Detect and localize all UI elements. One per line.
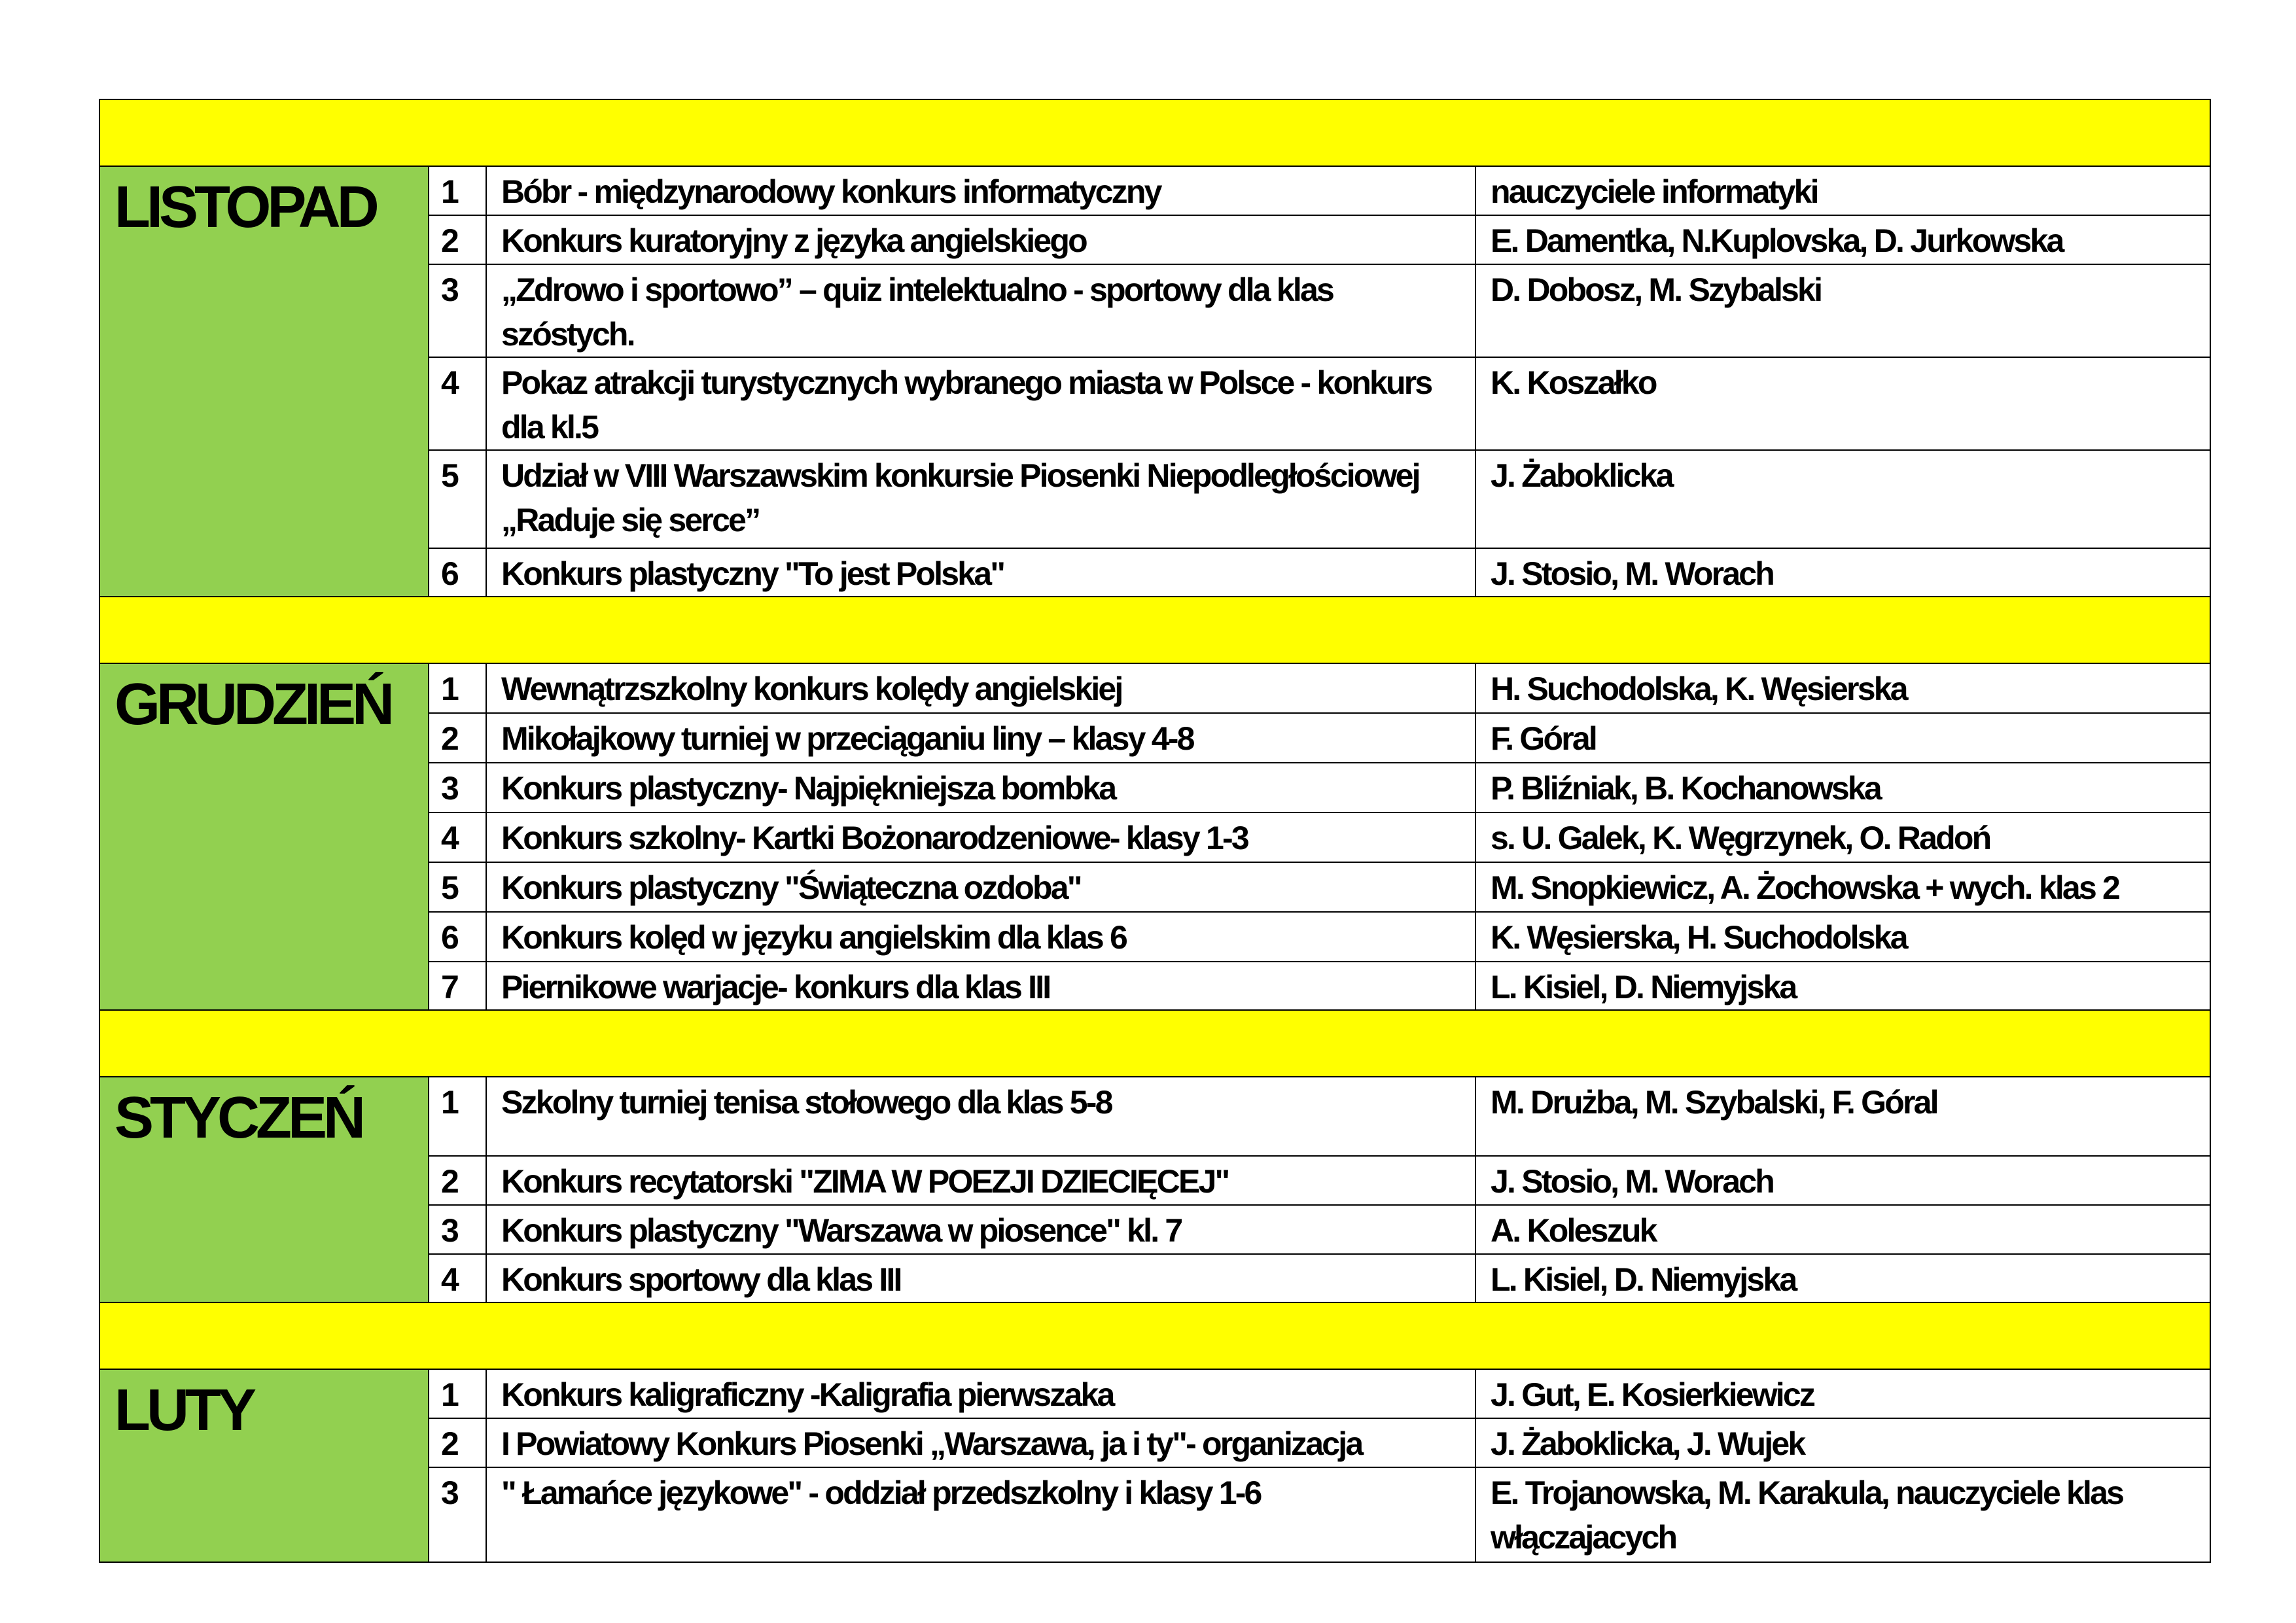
yellow-separator-row — [99, 597, 2210, 663]
event-name: Konkurs sportowy dla klas III — [486, 1254, 1475, 1302]
event-name: Bóbr - międzynarodowy konkurs informatyczny — [486, 166, 1475, 215]
row-number: 2 — [429, 215, 486, 264]
event-name: Szkolny turniej tenisa stołowego dla klas 5-8 — [486, 1077, 1475, 1156]
responsible-persons: L. Kisiel, D. Niemyjska — [1475, 962, 2210, 1010]
event-name: " Łamańce językowe" - oddział przedszkolny i klasy 1-6 — [486, 1467, 1475, 1562]
row-number: 1 — [429, 663, 486, 713]
responsible-persons: K. Węsierska, H. Suchodolska — [1475, 912, 2210, 962]
responsible-persons: P. Bliźniak, B. Kochanowska — [1475, 763, 2210, 812]
row-number: 3 — [429, 1205, 486, 1254]
month-name: LISTOPAD — [99, 166, 429, 597]
responsible-persons: J. Gut, E. Kosierkiewicz — [1475, 1369, 2210, 1418]
row-number: 3 — [429, 763, 486, 812]
row-number: 4 — [429, 357, 486, 450]
yellow-separator-row — [99, 1010, 2210, 1077]
event-name: Udział w VIII Warszawskim konkursie Piosenki Niepodległościowej „Raduje się serce” — [486, 450, 1475, 548]
row-number: 2 — [429, 1156, 486, 1205]
row-number: 3 — [429, 264, 486, 357]
row-number: 7 — [429, 962, 486, 1010]
table-row — [99, 1077, 2210, 1156]
event-name: Piernikowe warjacje- konkurs dla klas III — [486, 962, 1475, 1010]
event-name: „Zdrowo i sportowo” – quiz intelektualno - sportowy dla klas szóstych. — [486, 264, 1475, 357]
yellow-separator-row — [99, 99, 2210, 166]
responsible-persons: A. Koleszuk — [1475, 1205, 2210, 1254]
responsible-persons: J. Żaboklicka — [1475, 450, 2210, 548]
event-name: Konkurs szkolny- Kartki Bożonarodzeniowe- klasy 1-3 — [486, 812, 1475, 862]
row-number: 6 — [429, 548, 486, 597]
row-number: 1 — [429, 166, 486, 215]
row-number: 4 — [429, 812, 486, 862]
row-number: 5 — [429, 450, 486, 548]
responsible-persons: nauczyciele informatyki — [1475, 166, 2210, 215]
competition-schedule-table — [99, 99, 2211, 1563]
yellow-separator-row — [99, 1302, 2210, 1369]
yellow-separator — [99, 1302, 2210, 1369]
month-name: GRUDZIEŃ — [99, 663, 429, 1010]
event-name: Konkurs recytatorski "ZIMA W POEZJI DZIECIĘCEJ" — [486, 1156, 1475, 1205]
event-name: Pokaz atrakcji turystycznych wybranego miasta w Polsce - konkurs dla kl.5 — [486, 357, 1475, 450]
event-name: Konkurs kaligraficzny -Kaligrafia pierwszaka — [486, 1369, 1475, 1418]
event-name: Konkurs kuratoryjny z języka angielskiego — [486, 215, 1475, 264]
event-name: Konkurs plastyczny "To jest Polska" — [486, 548, 1475, 597]
month-name: LUTY — [99, 1369, 429, 1562]
responsible-persons: F. Góral — [1475, 713, 2210, 763]
responsible-persons: J. Stosio, M. Worach — [1475, 548, 2210, 597]
responsible-persons: s. U. Galek, K. Węgrzynek, O. Radoń — [1475, 812, 2210, 862]
event-name: Wewnątrzszkolny konkurs kolędy angielskiej — [486, 663, 1475, 713]
responsible-persons: M. Drużba, M. Szybalski, F. Góral — [1475, 1077, 2210, 1156]
row-number: 2 — [429, 1418, 486, 1467]
responsible-persons: H. Suchodolska, K. Węsierska — [1475, 663, 2210, 713]
yellow-separator — [99, 597, 2210, 663]
responsible-persons: E. Damentka, N.Kuplovska, D. Jurkowska — [1475, 215, 2210, 264]
row-number: 1 — [429, 1077, 486, 1156]
row-number: 2 — [429, 713, 486, 763]
month-name: STYCZEŃ — [99, 1077, 429, 1302]
schedule-page — [99, 99, 2210, 1563]
responsible-persons: M. Snopkiewicz, A. Żochowska + wych. klas 2 — [1475, 862, 2210, 912]
table-row — [99, 166, 2210, 215]
event-name: Mikołajkowy turniej w przeciąganiu liny – klasy 4-8 — [486, 713, 1475, 763]
yellow-separator — [99, 99, 2210, 166]
responsible-persons: D. Dobosz, M. Szybalski — [1475, 264, 2210, 357]
row-number: 6 — [429, 912, 486, 962]
table-row — [99, 663, 2210, 713]
event-name: Konkurs kolęd w języku angielskim dla klas 6 — [486, 912, 1475, 962]
responsible-persons: J. Stosio, M. Worach — [1475, 1156, 2210, 1205]
row-number: 3 — [429, 1467, 486, 1562]
row-number: 5 — [429, 862, 486, 912]
event-name: Konkurs plastyczny "Świąteczna ozdoba" — [486, 862, 1475, 912]
row-number: 1 — [429, 1369, 486, 1418]
event-name: Konkurs plastyczny- Najpiękniejsza bombka — [486, 763, 1475, 812]
responsible-persons: J. Żaboklicka, J. Wujek — [1475, 1418, 2210, 1467]
table-row — [99, 1369, 2210, 1418]
event-name: Konkurs plastyczny "Warszawa w piosence" kl. 7 — [486, 1205, 1475, 1254]
yellow-separator — [99, 1010, 2210, 1077]
row-number: 4 — [429, 1254, 486, 1302]
responsible-persons: K. Koszałko — [1475, 357, 2210, 450]
responsible-persons: L. Kisiel, D. Niemyjska — [1475, 1254, 2210, 1302]
responsible-persons: E. Trojanowska, M. Karakula, nauczyciele klas włączajacych — [1475, 1467, 2210, 1562]
event-name: I Powiatowy Konkurs Piosenki „Warszawa, ja i ty"- organizacja — [486, 1418, 1475, 1467]
